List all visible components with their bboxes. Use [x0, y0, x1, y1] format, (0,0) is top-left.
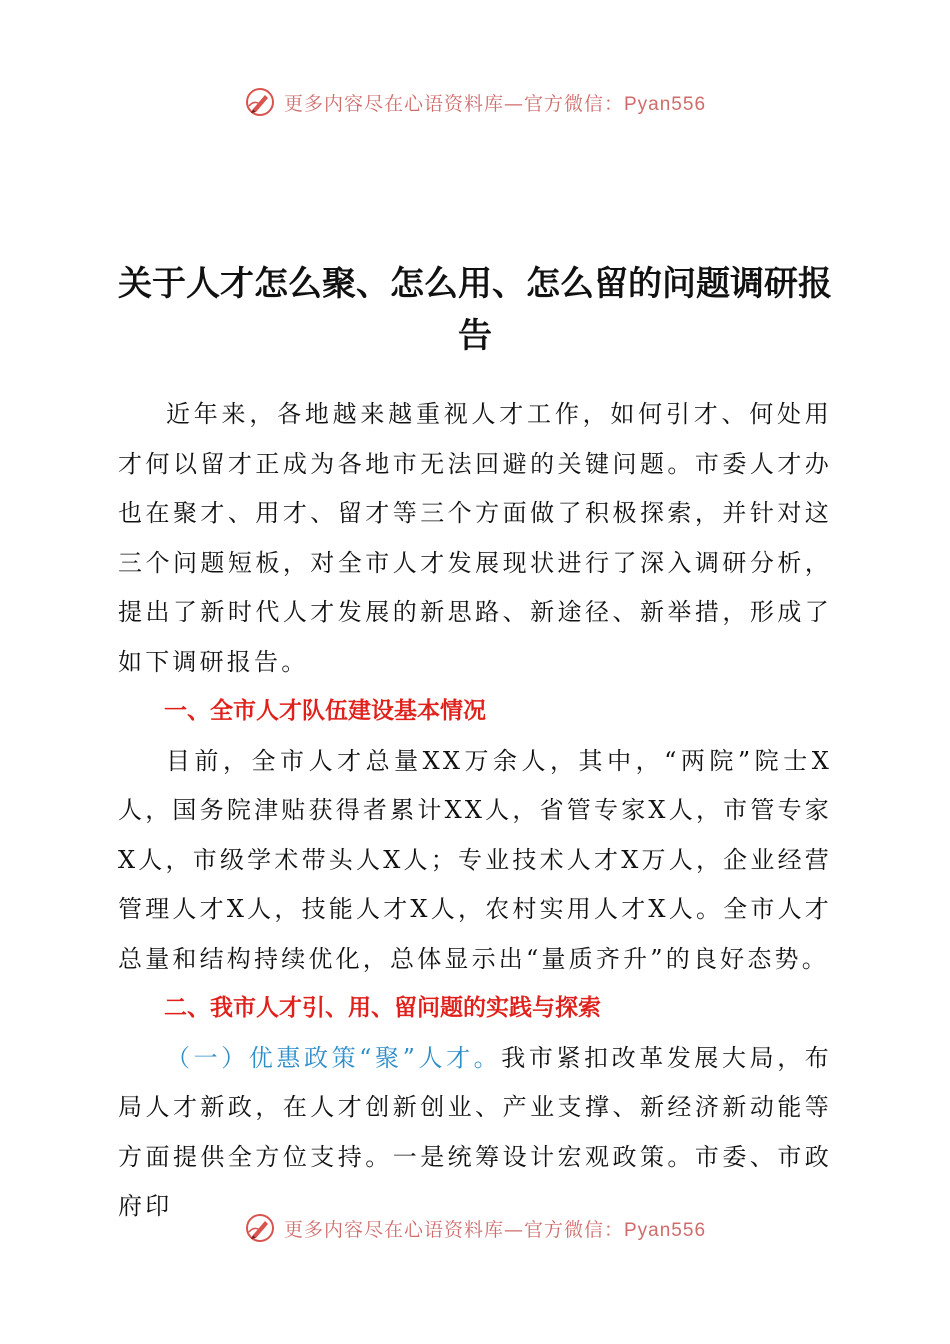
watermark-text: 更多内容尽在心语资料库—官方微信：Pyan556 [283, 1218, 707, 1241]
wechat-id: Pyan556 [624, 1219, 707, 1241]
document-title: 关于人才怎么聚、怎么用、怎么留的问题调研报告 [118, 264, 832, 356]
watermark-banner-bottom [0, 1208, 950, 1248]
pen-logo-icon [244, 86, 276, 118]
pen-logo-icon [244, 1212, 276, 1244]
section-2-paragraph [118, 1034, 832, 1232]
watermark-text: 更多内容尽在心语资料库—官方微信：Pyan556 [283, 92, 707, 115]
document-body [118, 390, 832, 1232]
intro-paragraph: 近年来，各地越来越重视人才工作，如何引才、何处用才何以留才正成为各地市无法回避的关键问题。市委人才办也在聚才、用才、留才等三个方面做了积极探索，并针对这三个问题短板，对全市人才发展现状进行了深入调研分析，提出了新时代人才发展的新思路、新途径、新举措，形成了如下调研报告。 [118, 400, 832, 676]
watermark-banner-top [0, 82, 950, 122]
subsection-heading-1: （一）优惠政策“聚”人才。 [166, 1043, 502, 1072]
section-1-paragraph: 目前，全市人才总量XX万余人，其中，“两院”院士X人，国务院津贴获得者累计XX人，省管专家X人，市管专家X人，市级学术带头人X人；专业技术人才X万人，企业经营管理人才X人，技能人才X人，农村实用人才X人。全市人才总量和结构持续优化，总体显示出“量质齐升”的良好态势。 [118, 746, 832, 973]
section-heading-1: 一、全市人才队伍建设基本情况 [164, 698, 486, 724]
wechat-id: Pyan556 [624, 93, 707, 115]
section-heading-2: 二、我市人才引、用、留问题的实践与探索 [164, 995, 601, 1021]
subsection-1-text: 我市紧扣改革发展大局，布局人才新政，在人才创新创业、产业支撑、新经济新动能等方面提供全方位支持。一是统筹设计宏观政策。市委、市政府印 [118, 1043, 832, 1220]
